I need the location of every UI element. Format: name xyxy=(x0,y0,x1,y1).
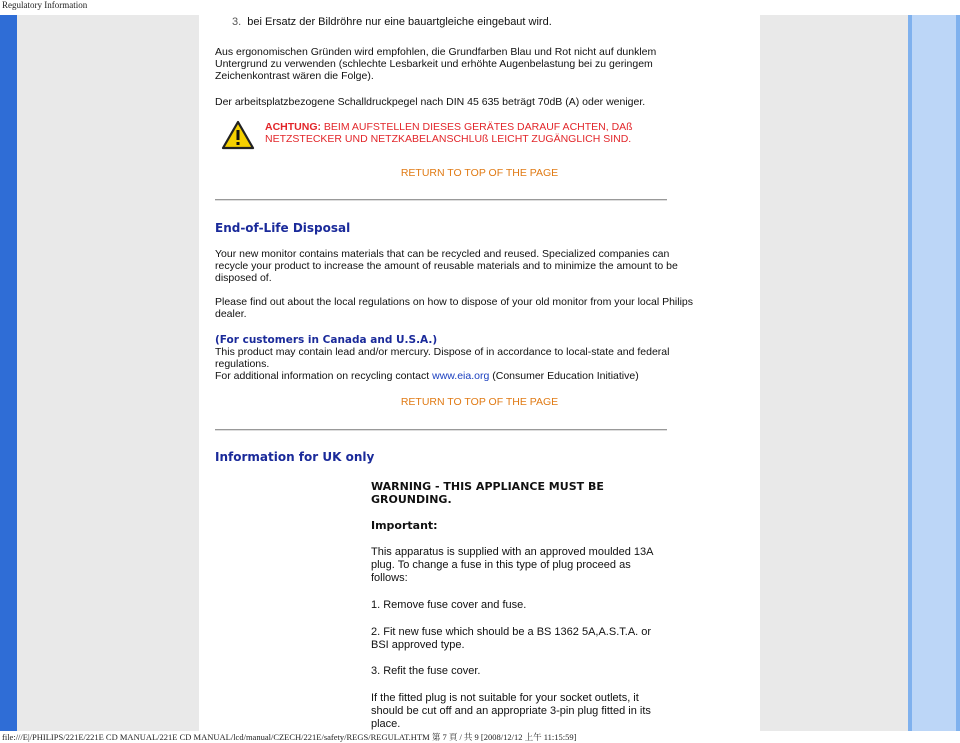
uk-step-2-line: BSI approved type. xyxy=(371,639,465,651)
divider xyxy=(215,429,667,431)
uk-step-2-line: 2. Fit new fuse which should be a BS 1362 5A,A.S.T.A. or xyxy=(371,626,652,638)
uk-para-1 xyxy=(371,546,671,585)
eia-link[interactable]: www.eia.org xyxy=(432,370,490,382)
german-para-1-line: Aus ergonomischen Gründen wird empfohlen, die Grundfarben Blau und Rot nicht auf dunklem xyxy=(215,46,657,58)
warning-line: NETZSTECKER UND NETZKABELANSCHLUß LEICHT ZUGÄNGLICH SIND. xyxy=(265,133,632,145)
german-list-item xyxy=(232,16,552,28)
eol-para-2-line: Please find out about the local regulations on how to dispose of your old monitor from your local Philips xyxy=(215,296,694,308)
list-number: 3. xyxy=(232,16,242,28)
uk-para-2-line: If the fitted plug is not suitable for your socket outlets, it xyxy=(371,692,639,704)
warning-line: BEIM AUFSTELLEN DIESES GERÄTES DARAUF ACHTEN, DAß xyxy=(321,121,633,133)
left-decor-bar xyxy=(0,15,17,731)
uk-warning-line: GROUNDING. xyxy=(371,493,452,506)
eol-para-4-text: (Consumer Education Initiative) xyxy=(489,370,639,382)
eol-para-3-line: regulations. xyxy=(215,358,270,370)
warning-label: ACHTUNG: xyxy=(265,121,321,133)
german-warning xyxy=(265,121,633,145)
left-gutter xyxy=(17,15,199,731)
eol-para-1-line: Your new monitor contains materials that can be recycled and reused. Specialized companies can xyxy=(215,248,670,260)
eol-para-3-line: This product may contain lead and/or mercury. Dispose of in accordance to local-state and federal xyxy=(215,346,670,358)
german-para-1-line: Untergrund zu verwenden (schlechte Lesbarkeit und erhöhte Augenbelastung bei zu geringem xyxy=(215,58,653,70)
eol-heading: End-of-Life Disposal xyxy=(215,221,351,235)
content-panel xyxy=(199,15,760,731)
return-to-top-link[interactable]: RETURN TO TOP OF THE PAGE xyxy=(400,396,559,408)
uk-step-1: 1. Remove fuse cover and fuse. xyxy=(371,599,527,611)
uk-step-3: 3. Refit the fuse cover. xyxy=(371,665,481,677)
divider xyxy=(215,199,667,201)
eol-para-2-line: dealer. xyxy=(215,308,247,320)
uk-para-2-line: place. xyxy=(371,718,401,730)
uk-heading: Information for UK only xyxy=(215,450,375,464)
uk-step-2 xyxy=(371,626,671,652)
uk-para-1-line: plug. To change a fuse in this type of plug proceed as xyxy=(371,559,631,571)
uk-para-2-line: should be cut off and an appropriate 3-pin plug fitted in its xyxy=(371,705,651,717)
right-gutter xyxy=(760,15,908,731)
eol-para-1-line: disposed of. xyxy=(215,272,272,284)
file-path-footer: file:///E|/PHILIPS/221E/221E CD MANUAL/221E CD MANUAL/lcd/manual/CZECH/221E/safety/REGS/REGULAT.HTM 第 7 頁 / 共 9 [2008/12/12 上午 11:15:59] xyxy=(2,732,577,742)
scrollbar-inner xyxy=(912,15,956,731)
eol-para-2 xyxy=(215,296,693,320)
list-text: bei Ersatz der Bildröhre nur eine bauartgleiche eingebaut wird. xyxy=(247,16,552,28)
uk-warning xyxy=(371,480,604,506)
page-title: Regulatory Information xyxy=(2,0,88,10)
return-to-top-link[interactable]: RETURN TO TOP OF THE PAGE xyxy=(400,167,559,179)
uk-para-1-line: This apparatus is supplied with an approved moulded 13A xyxy=(371,546,654,558)
eol-para-1 xyxy=(215,248,678,284)
eol-para-1-line: recycle your product to increase the amount of reusable materials and to minimize the amount to be xyxy=(215,260,678,272)
warning-icon xyxy=(221,120,255,150)
uk-para-1-line: follows: xyxy=(371,572,408,584)
uk-important-label: Important: xyxy=(371,519,438,532)
scrollbar-track[interactable] xyxy=(908,15,960,731)
uk-para-2 xyxy=(371,692,671,731)
eol-para-3 xyxy=(215,346,669,370)
eol-subheading: (For customers in Canada and U.S.A.) xyxy=(215,334,438,346)
uk-warning-line: WARNING - THIS APPLIANCE MUST BE xyxy=(371,480,604,493)
german-para-2: Der arbeitsplatzbezogene Schalldruckpegel nach DIN 45 635 beträgt 70dB (A) oder weniger. xyxy=(215,96,646,108)
german-para-1 xyxy=(215,46,656,82)
german-para-1-line: Zeichenkontrast wären die Folge). xyxy=(215,70,374,82)
eol-para-4-text: For additional information on recycling contact xyxy=(215,370,433,382)
eol-para-4 xyxy=(215,370,639,382)
